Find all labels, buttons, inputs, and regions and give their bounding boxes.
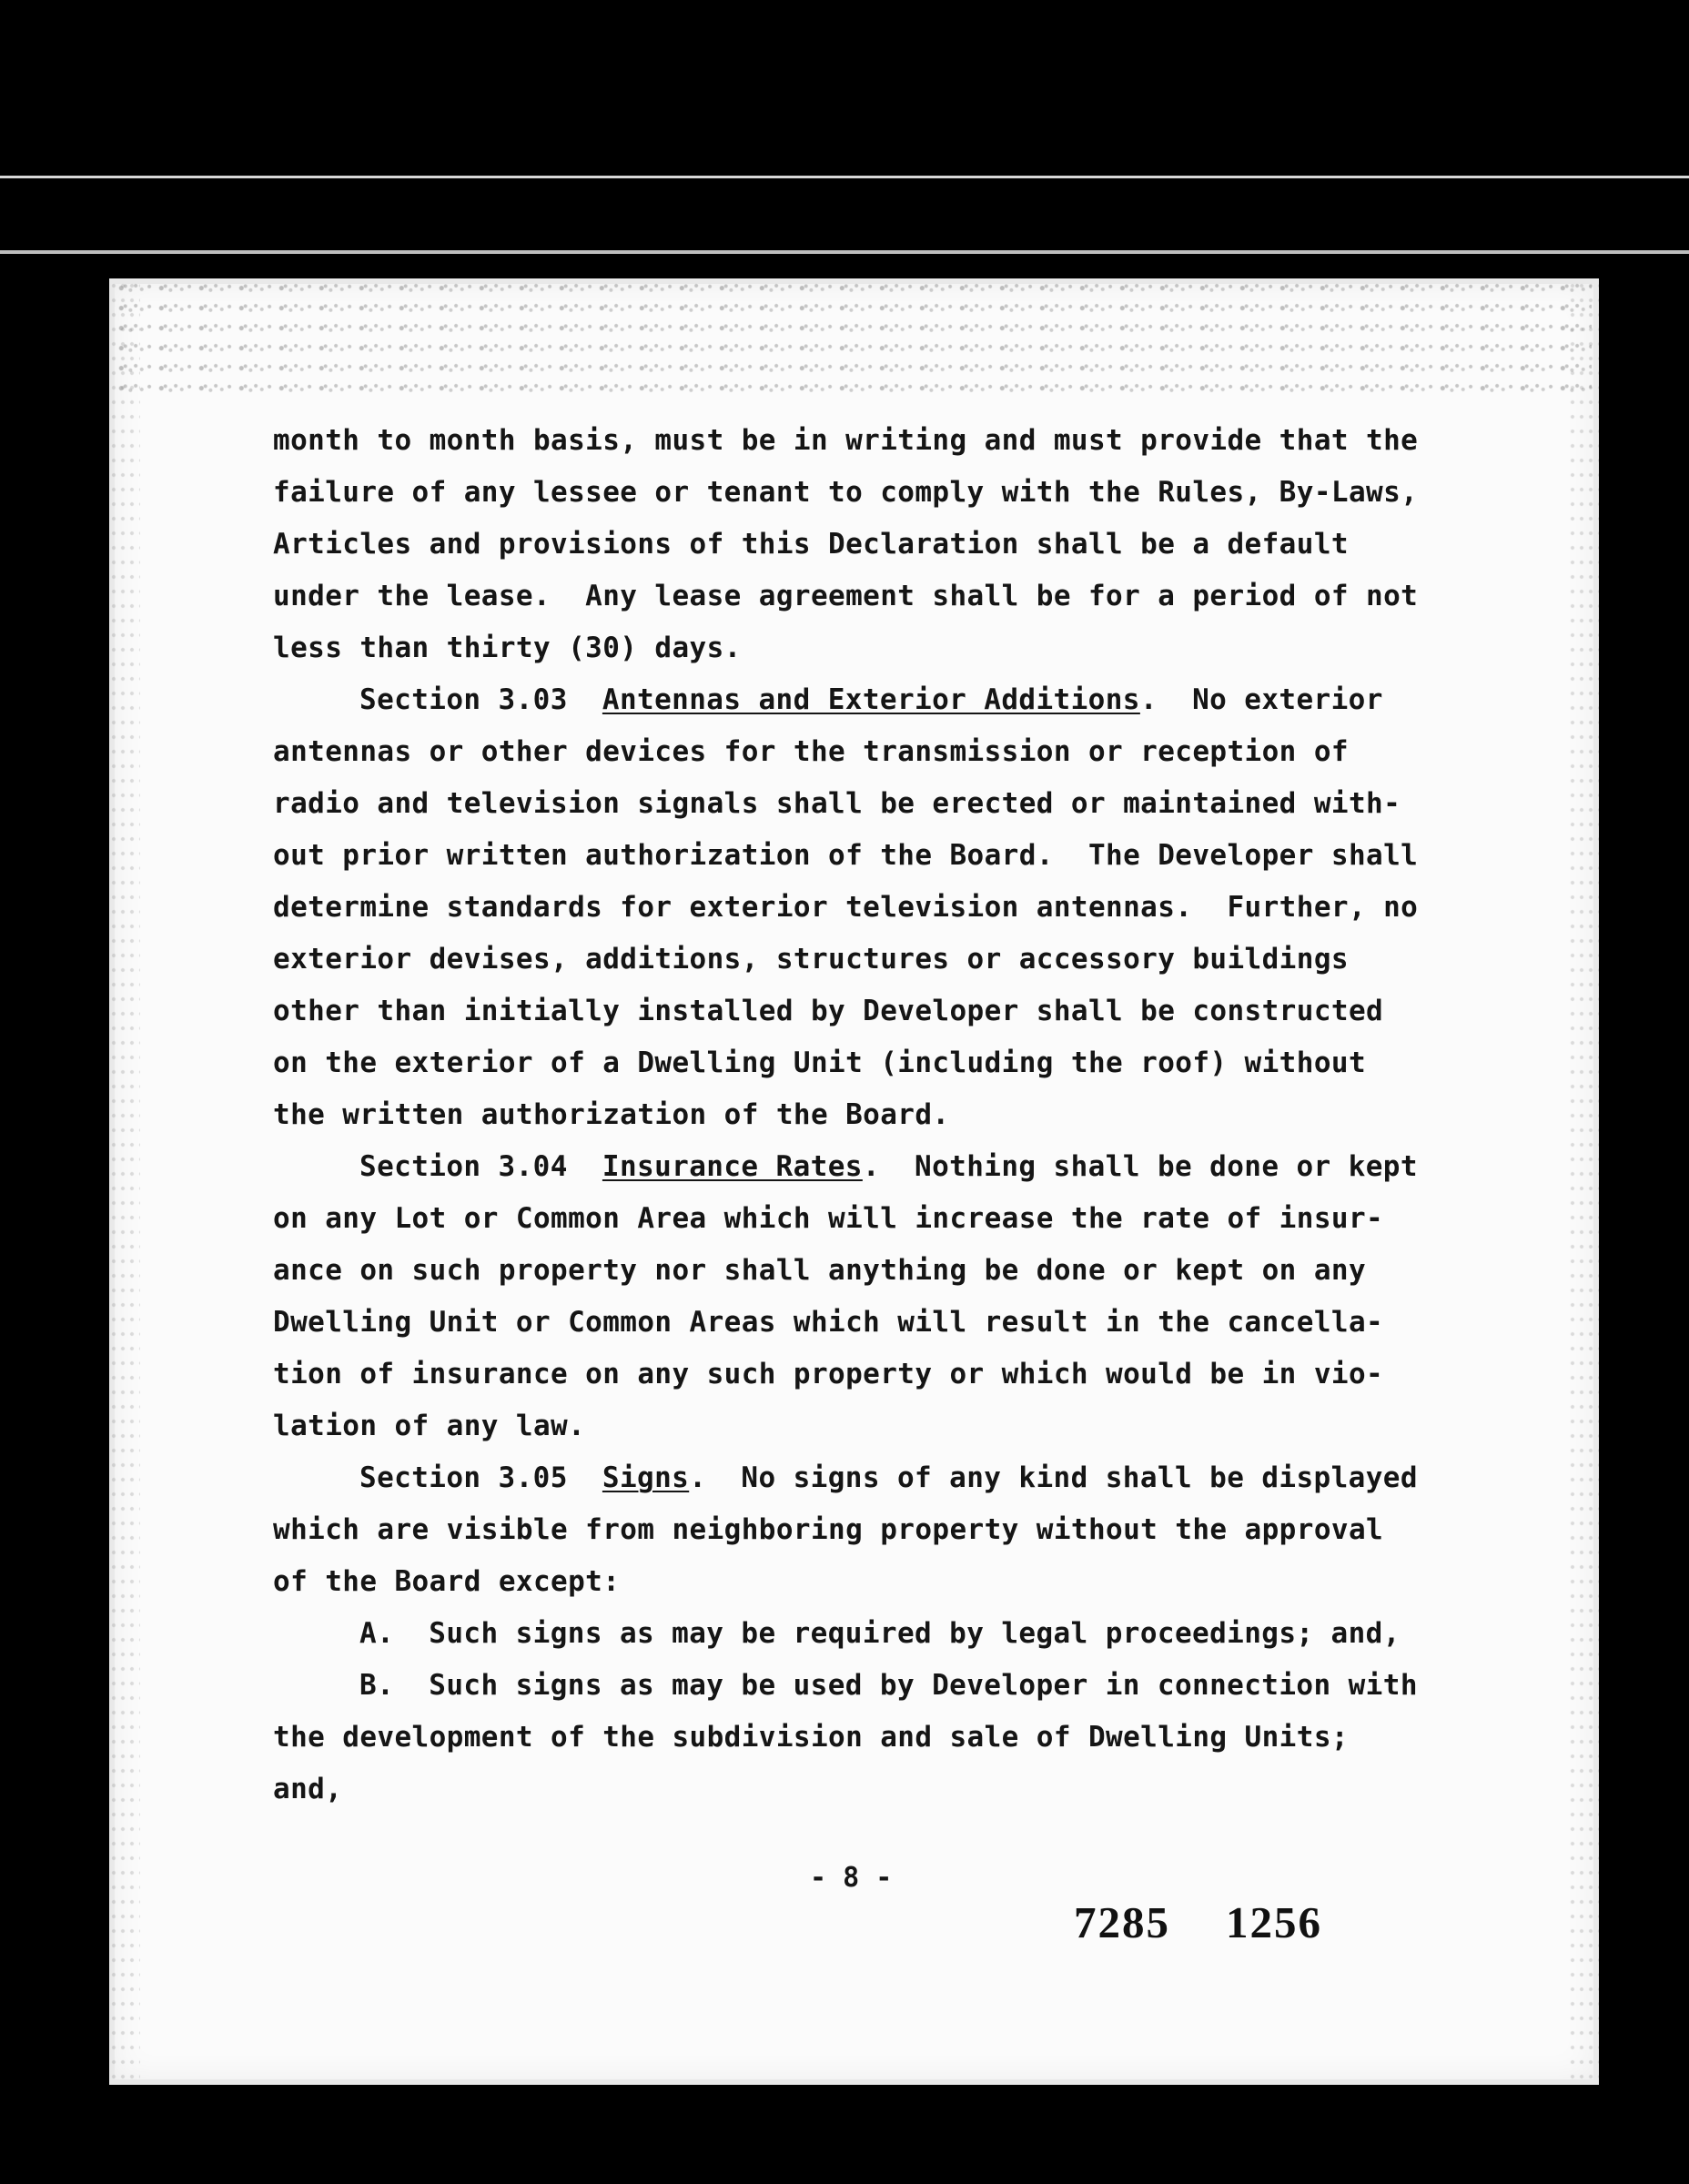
section-3-04-line: on any Lot or Common Area which will increase the rate of insur- — [273, 1202, 1384, 1235]
right-speckle-noise — [1568, 278, 1599, 2085]
section-3-04-heading-rest: . Nothing shall be done or kept — [862, 1150, 1418, 1183]
body-line: failure of any lessee or tenant to comply with the Rules, By-Laws, — [273, 476, 1419, 509]
scanner-middle-line — [0, 250, 1689, 254]
section-3-04-line: lation of any law. — [273, 1410, 586, 1442]
section-3-05-heading-rest: . No signs of any kind shall be displayed — [689, 1461, 1418, 1494]
scanner-top-line — [0, 176, 1689, 178]
section-3-03-line: out prior written authorization of the Board. The Developer shall — [273, 839, 1419, 872]
body-line: less than thirty (30) days. — [273, 632, 742, 664]
body-line: month to month basis, must be in writing and must provide that the — [273, 424, 1419, 457]
document-body — [273, 415, 1547, 1815]
section-3-03-line: other than initially installed by Developer shall be constructed — [273, 995, 1384, 1027]
sign-exception-b-line: and, — [273, 1773, 343, 1805]
sign-exception-b-line: the development of the subdivision and sale of Dwelling Units; — [273, 1721, 1349, 1754]
sign-exception-a: A. Such signs as may be required by legal proceedings; and, — [359, 1617, 1401, 1650]
section-3-03-line: the written authorization of the Board. — [273, 1098, 950, 1131]
section-3-04-title: Insurance Rates — [602, 1150, 863, 1183]
section-3-04-number: Section 3.04 — [359, 1150, 602, 1183]
section-3-03-line: determine standards for exterior television antennas. Further, no — [273, 891, 1419, 924]
section-3-05-title: Signs — [602, 1461, 690, 1494]
section-3-03-line: exterior devises, additions, structures or accessory buildings — [273, 943, 1349, 976]
body-line: Articles and provisions of this Declaration shall be a default — [273, 528, 1349, 561]
recording-book-number: 7285 — [1074, 1897, 1170, 1947]
section-3-04-heading — [273, 1141, 1547, 1193]
section-3-05-line: of the Board except: — [273, 1565, 621, 1598]
section-3-05-heading — [273, 1452, 1547, 1504]
section-3-03-number: Section 3.03 — [359, 683, 602, 716]
section-3-04-line: Dwelling Unit or Common Areas which will result in the cancella- — [273, 1306, 1384, 1339]
section-3-05-number: Section 3.05 — [359, 1461, 602, 1494]
section-3-04-line: tion of insurance on any such property or which would be in vio- — [273, 1358, 1384, 1390]
section-3-03-line: antennas or other devices for the transmission or reception of — [273, 735, 1349, 768]
section-3-05-line: which are visible from neighboring property without the approval — [273, 1513, 1384, 1546]
page-number: - 8 - — [810, 1862, 893, 1894]
body-line: under the lease. Any lease agreement shall be for a period of not — [273, 580, 1419, 612]
recording-page-number: 1256 — [1226, 1897, 1322, 1947]
section-3-04-line: ance on such property nor shall anything be done or kept on any — [273, 1254, 1367, 1287]
section-3-03-title: Antennas and Exterior Additions — [602, 683, 1140, 716]
left-speckle-noise — [109, 278, 140, 2085]
section-3-03-heading — [273, 674, 1547, 726]
sign-exception-b: B. Such signs as may be used by Developer in connection with — [359, 1669, 1418, 1702]
document-page — [109, 278, 1599, 2085]
section-3-03-line: radio and television signals shall be erected or maintained with- — [273, 787, 1401, 820]
section-3-03-heading-rest: . No exterior — [1139, 683, 1383, 716]
section-3-03-line: on the exterior of a Dwelling Unit (including the roof) without — [273, 1046, 1367, 1079]
top-speckle-noise — [116, 282, 1592, 400]
